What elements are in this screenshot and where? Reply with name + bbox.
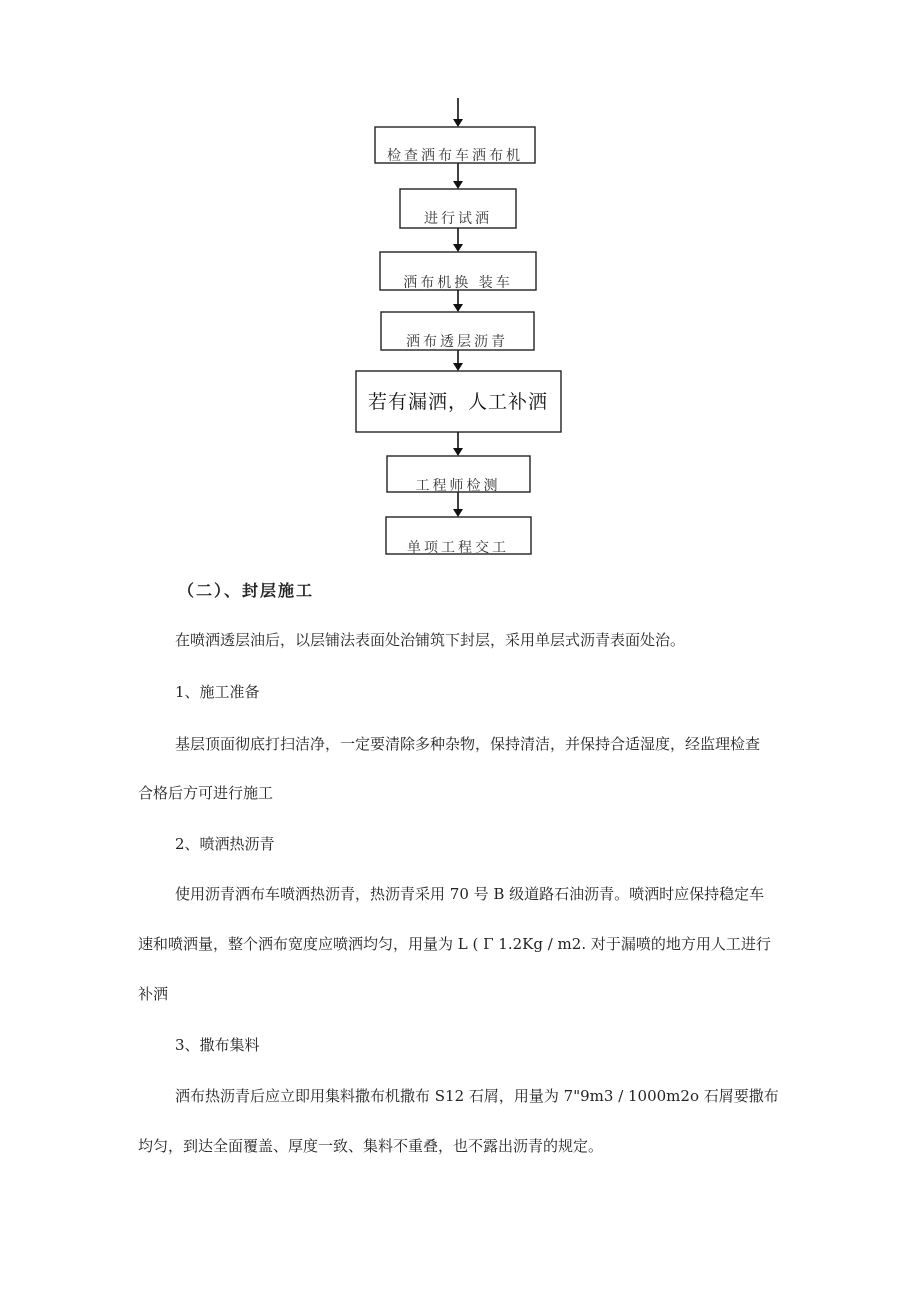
arrow-head-icon [453,363,463,371]
flow-box-label: 工程师检测 [415,478,501,494]
step1-text-line: 基层顶面彻底打扫洁净，一定要清除多种杂物，保持清洁，并保持合适湿度，经监理检查 [175,735,761,753]
arrow-head-icon [453,448,463,456]
arrow-head-icon [453,509,463,517]
step1-text-line: 合格后方可进行施工 [138,784,274,802]
step2-text-line: 使用沥青洒布车喷洒热沥青，热沥青采用 70 号 B 级道路石油沥青。喷洒时应保持稳定车 [175,885,765,903]
arrow-head-icon [453,181,463,189]
flow-box-label: 进行试洒 [424,211,492,227]
flowchart [0,0,920,560]
flow-box-label: 洒布机换 装车 [403,275,513,291]
step2-title: 2、喷洒热沥青 [175,835,275,853]
step3-title: 3、撒布集料 [175,1036,260,1054]
step3-text-line: 洒布热沥青后应立即用集料撒布机撒布 S12 石屑，用量为 7"9m3 / 1000m2o 石屑要撒布 [175,1087,779,1105]
section-heading: （二）、封层施工 [178,581,315,600]
arrow-head-icon [453,119,463,127]
flow-box-label: 若有漏洒，人工补洒 [367,391,549,413]
arrow-head-icon [453,244,463,252]
flow-box-label: 检查洒布车洒布机 [387,148,523,164]
step2-text-line: 补洒 [138,985,169,1003]
arrow-head-icon [453,304,463,312]
step3-text-line: 均匀，到达全面覆盖、厚度一致、集料不重叠，也不露出沥青的规定。 [138,1137,604,1155]
flow-box-label: 单项工程交工 [407,540,509,556]
step2-text-line: 速和喷洒量，整个洒布宽度应喷洒均匀，用量为 L ( Γ 1.2Kg / m2. 对于漏喷的地方用人工进行 [138,935,771,953]
intro-paragraph: 在喷洒透层油后，以层铺法表面处治铺筑下封层，采用单层式沥青表面处治。 [175,631,686,649]
flow-box-label: 洒布透层沥青 [406,334,508,350]
step1-title: 1、施工准备 [175,683,260,701]
